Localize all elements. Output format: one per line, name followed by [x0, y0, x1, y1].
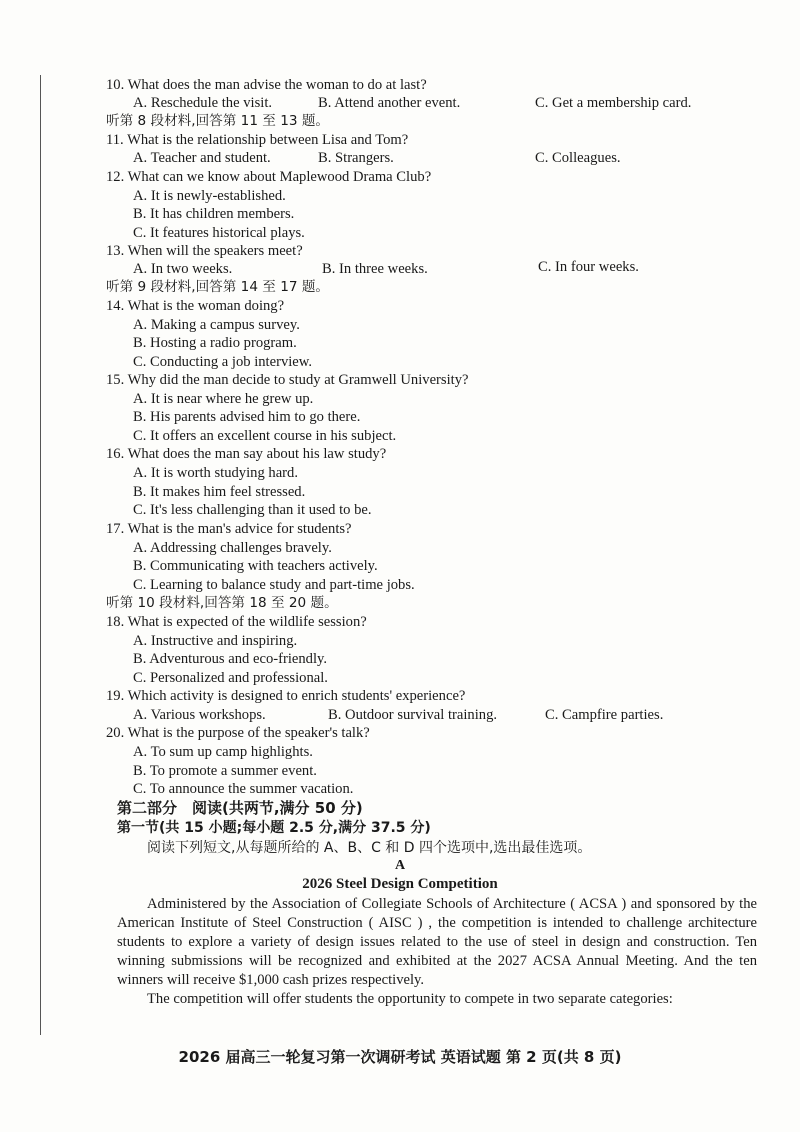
question-14-option-a: A. Making a campus survey.	[133, 317, 300, 333]
question-18-option-c: C. Personalized and professional.	[133, 670, 328, 686]
question-16-option-a: A. It is worth studying hard.	[133, 465, 298, 481]
question-20-option-c: C. To announce the summer vacation.	[133, 781, 354, 797]
passage-title: 2026 Steel Design Competition	[302, 876, 498, 892]
question-10-option-c: C. Get a membership card.	[535, 95, 692, 111]
question-13-option-a: A. In two weeks.	[133, 261, 233, 277]
question-19-option-a: A. Various workshops.	[133, 707, 266, 723]
passage-paragraph-2: The competition will offer students the opportunity to compete in two separate categories:	[147, 991, 673, 1007]
question-12-option-c: C. It features historical plays.	[133, 225, 305, 241]
question-15-stem: 15. Why did the man decide to study at Gramwell University?	[106, 372, 469, 388]
question-20-stem: 20. What is the purpose of the speaker's talk?	[106, 725, 370, 741]
passage-paragraph-1: Administered by the Association of Collegiate Schools of Architecture ( ACSA ) and sponsored by the American Institute of Steel Construction ( AISC ) , the competition is intended to challenge architecture students to explore a variety of design issues related to the use of steel in design and construction. Ten winning submissions will be recognized and exhibited at the 2027 ACSA Annual Meeting. And the ten winners will receive $1,000 cash prizes respectively.	[117, 896, 757, 988]
question-10-option-a: A. Reschedule the visit.	[133, 95, 273, 111]
passage-letter: A	[394, 858, 406, 873]
question-10-option-b: B. Attend another event.	[318, 95, 461, 111]
part-2-heading: 第二部分 阅读(共两节,满分 50 分)	[117, 799, 363, 817]
question-11-option-b: B. Strangers.	[318, 150, 394, 166]
reading-instruction: 阅读下列短文,从每题所给的 A、B、C 和 D 四个选项中,选出最佳选项。	[147, 840, 592, 856]
question-16-stem: 16. What does the man say about his law study?	[106, 446, 387, 462]
question-20-option-b: B. To promote a summer event.	[133, 763, 317, 779]
question-18-option-a: A. Instructive and inspiring.	[133, 633, 298, 649]
question-13-option-b: B. In three weeks.	[322, 261, 428, 277]
question-11-stem: 11. What is the relationship between Lisa and Tom?	[106, 132, 409, 148]
question-16-option-b: B. It makes him feel stressed.	[133, 484, 306, 500]
question-13-option-c: C. In four weeks.	[538, 259, 639, 275]
question-11-option-c: C. Colleagues.	[535, 150, 621, 166]
question-20-option-a: A. To sum up camp highlights.	[133, 744, 313, 760]
section-9-instruction: 听第 9 段材料,回答第 14 至 17 题。	[106, 279, 330, 295]
question-14-option-b: B. Hosting a radio program.	[133, 335, 297, 351]
page-footer: 2026 届高三一轮复习第一次调研考试 英语试题 第 2 页(共 8 页)	[178, 1048, 622, 1066]
question-14-option-c: C. Conducting a job interview.	[133, 354, 313, 370]
question-12-option-a: A. It is newly-established.	[133, 188, 286, 204]
question-12-option-b: B. It has children members.	[133, 206, 295, 222]
section-8-instruction: 听第 8 段材料,回答第 11 至 13 题。	[106, 113, 330, 129]
question-10-stem: 10. What does the man advise the woman to do at last?	[106, 77, 427, 93]
question-15-option-c: C. It offers an excellent course in his subject.	[133, 428, 397, 444]
question-12-stem: 12. What can we know about Maplewood Drama Club?	[106, 169, 432, 185]
question-13-stem: 13. When will the speakers meet?	[106, 243, 303, 259]
question-18-option-b: B. Adventurous and eco-friendly.	[133, 651, 327, 667]
question-17-option-a: A. Addressing challenges bravely.	[133, 540, 332, 556]
question-16-option-c: C. It's less challenging than it used to be.	[133, 502, 372, 518]
question-18-stem: 18. What is expected of the wildlife session?	[106, 614, 367, 630]
question-17-option-b: B. Communicating with teachers actively.	[133, 558, 378, 574]
question-15-option-b: B. His parents advised him to go there.	[133, 409, 361, 425]
question-19-option-c: C. Campfire parties.	[545, 707, 664, 723]
question-11-option-a: A. Teacher and student.	[133, 150, 271, 166]
question-15-option-a: A. It is near where he grew up.	[133, 391, 314, 407]
question-19-option-b: B. Outdoor survival training.	[328, 707, 498, 723]
question-17-stem: 17. What is the man's advice for students?	[106, 521, 352, 537]
question-14-stem: 14. What is the woman doing?	[106, 298, 285, 314]
question-19-stem: 19. Which activity is designed to enrich students' experience?	[106, 688, 466, 704]
section-1-heading: 第一节(共 15 小题;每小题 2.5 分,满分 37.5 分)	[117, 820, 431, 836]
question-17-option-c: C. Learning to balance study and part-time jobs.	[133, 577, 415, 593]
section-10-instruction: 听第 10 段材料,回答第 18 至 20 题。	[106, 595, 338, 611]
